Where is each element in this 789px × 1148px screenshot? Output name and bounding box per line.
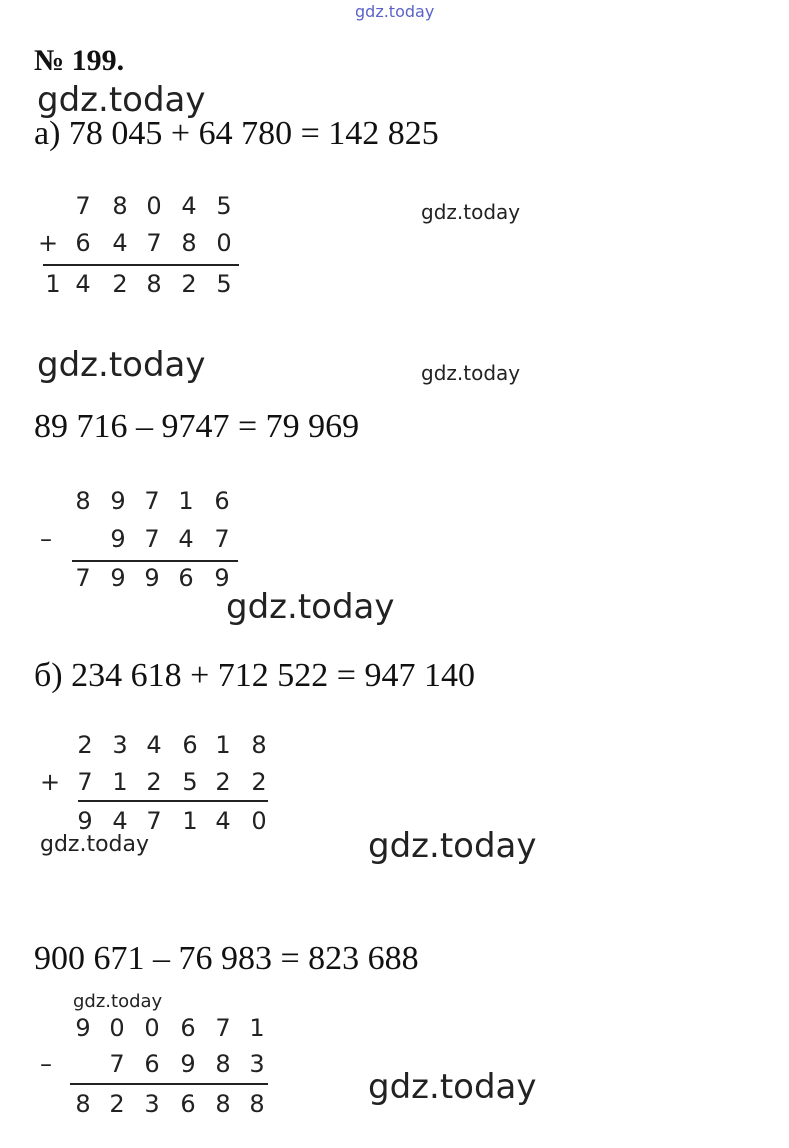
digit: 7	[109, 1050, 125, 1078]
digit: 2	[77, 731, 93, 759]
digit: 6	[144, 1050, 160, 1078]
digit: 4	[215, 807, 231, 835]
plus-sign: +	[40, 768, 61, 796]
digit: 7	[146, 229, 162, 257]
digit: 5	[216, 270, 232, 298]
digit: 8	[75, 1090, 91, 1118]
digit: 7	[75, 564, 91, 592]
digit: 6	[180, 1090, 196, 1118]
digit: 0	[216, 229, 232, 257]
digit: 2	[109, 1090, 125, 1118]
digit: 6	[182, 731, 198, 759]
digit: 4	[112, 807, 128, 835]
equation-a1: а) 78 045 + 64 780 = 142 825	[34, 115, 439, 152]
digit: 7	[77, 768, 93, 796]
watermark: gdz.today	[226, 587, 395, 627]
digit: 6	[75, 229, 91, 257]
watermark: gdz.today	[37, 345, 206, 385]
digit: 4	[181, 192, 197, 220]
digit: 7	[146, 807, 162, 835]
watermark: gdz.today	[421, 200, 521, 224]
header-watermark: gdz.today	[355, 2, 435, 21]
column-addition-b1	[38, 731, 278, 841]
difference-line	[72, 560, 238, 562]
digit: 8	[215, 1090, 231, 1118]
digit: 5	[216, 192, 232, 220]
watermark: gdz.today	[421, 361, 521, 385]
digit: 1	[45, 270, 61, 298]
digit: 7	[144, 487, 160, 515]
exercise-number: № 199.	[34, 44, 125, 77]
watermark: gdz.today	[368, 826, 537, 866]
digit: 0	[109, 1014, 125, 1042]
digit: 0	[144, 1014, 160, 1042]
difference-line	[70, 1083, 268, 1085]
equation-a2: 89 716 – 9747 = 79 969	[34, 408, 360, 445]
digit: 8	[112, 192, 128, 220]
digit: 8	[215, 1050, 231, 1078]
digit: 9	[110, 564, 126, 592]
digit: 6	[178, 564, 194, 592]
minus-sign: –	[40, 525, 52, 553]
digit: 1	[215, 731, 231, 759]
digit: 4	[112, 229, 128, 257]
digit: 3	[144, 1090, 160, 1118]
digit: 0	[251, 807, 267, 835]
digit: 2	[181, 270, 197, 298]
digit: 2	[112, 270, 128, 298]
digit: 9	[180, 1050, 196, 1078]
digit: 1	[112, 768, 128, 796]
sum-line	[78, 800, 268, 802]
digit: 3	[112, 731, 128, 759]
digit: 9	[75, 1014, 91, 1042]
digit: 7	[75, 192, 91, 220]
sum-line	[43, 264, 239, 266]
digit: 7	[215, 1014, 231, 1042]
digit: 2	[146, 768, 162, 796]
digit: 1	[178, 487, 194, 515]
watermark: gdz.today	[40, 832, 150, 857]
digit: 3	[249, 1050, 265, 1078]
digit: 4	[178, 525, 194, 553]
digit: 9	[144, 564, 160, 592]
equation-b2: 900 671 – 76 983 = 823 688	[34, 940, 419, 977]
equation-b1: б) 234 618 + 712 522 = 947 140	[34, 657, 475, 694]
column-addition-a1	[38, 192, 258, 302]
watermark: gdz.today	[37, 80, 206, 120]
column-subtraction-b2	[34, 1014, 274, 1124]
digit: 4	[146, 731, 162, 759]
digit: 8	[249, 1090, 265, 1118]
minus-sign: –	[40, 1050, 52, 1078]
watermark: gdz.today	[73, 991, 163, 1012]
digit: 9	[110, 525, 126, 553]
digit: 8	[251, 731, 267, 759]
digit: 4	[75, 270, 91, 298]
digit: 7	[144, 525, 160, 553]
digit: 8	[146, 270, 162, 298]
digit: 2	[251, 768, 267, 796]
digit: 0	[146, 192, 162, 220]
digit: 2	[215, 768, 231, 796]
column-subtraction-a2	[34, 487, 254, 597]
watermark: gdz.today	[368, 1067, 537, 1107]
digit: 6	[214, 487, 230, 515]
digit: 8	[181, 229, 197, 257]
digit: 9	[214, 564, 230, 592]
digit: 6	[180, 1014, 196, 1042]
plus-sign: +	[38, 229, 59, 257]
digit: 9	[77, 807, 93, 835]
digit: 1	[182, 807, 198, 835]
digit: 7	[214, 525, 230, 553]
digit: 1	[249, 1014, 265, 1042]
digit: 9	[110, 487, 126, 515]
digit: 5	[182, 768, 198, 796]
digit: 8	[75, 487, 91, 515]
